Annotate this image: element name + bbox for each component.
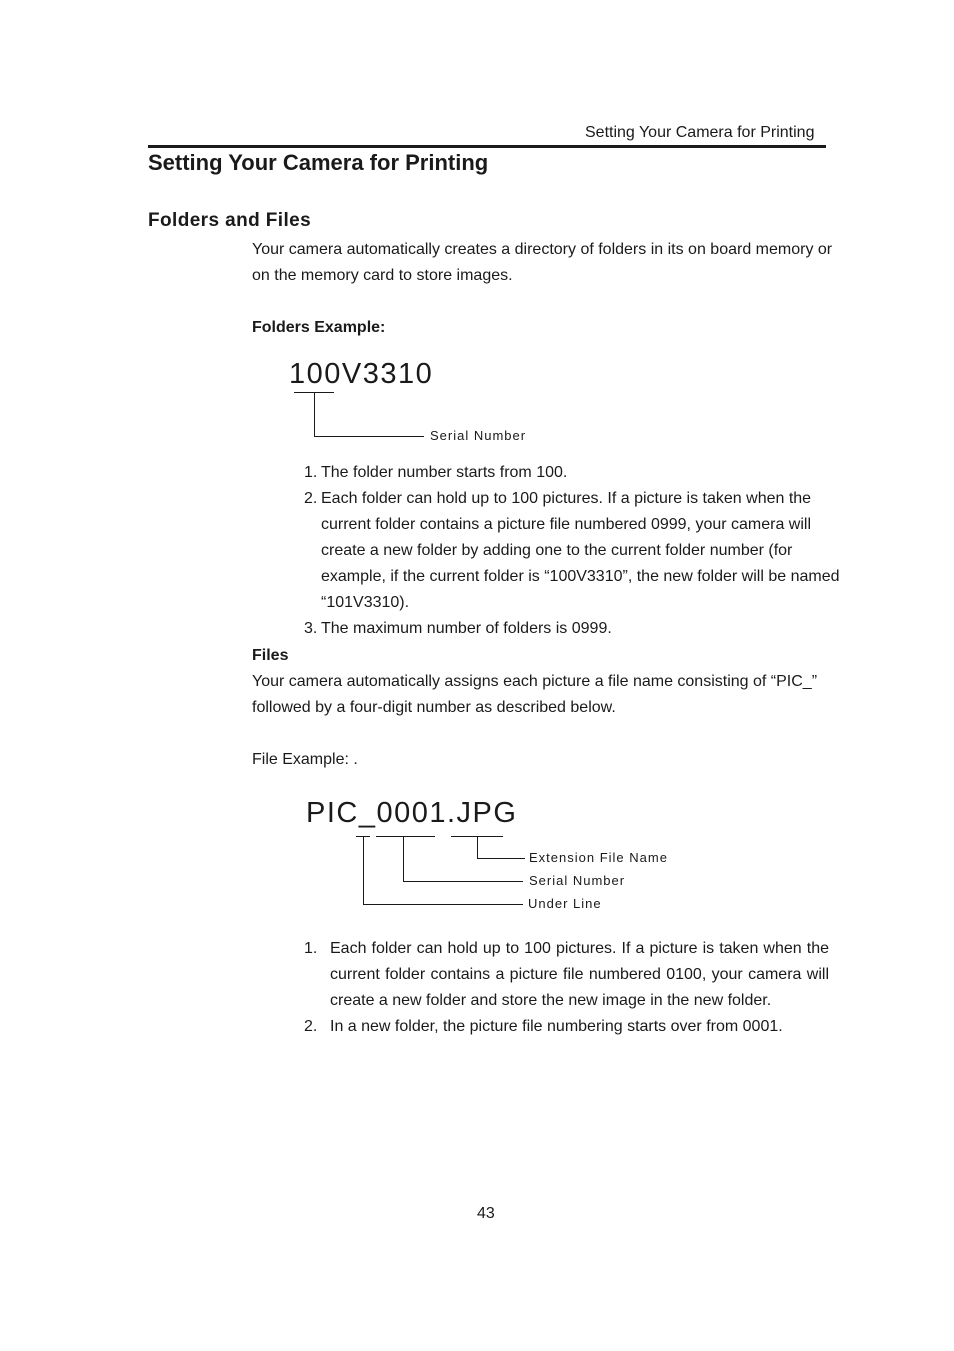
- list-item-text: Each folder can hold up to 100 pictures. If a picture is taken when the current folder contains a picture file numbered 0999, your camera will create a new folder by adding one to the current folder number (for example, if the current folder is “100V3310”, the new folder will be named “101V3310).: [321, 490, 840, 611]
- list-item: [304, 486, 841, 616]
- list-item: [304, 936, 829, 1014]
- section-subtitle: Folders and Files: [148, 210, 312, 231]
- header-rule: [148, 145, 826, 148]
- underline-label: Under Line: [528, 896, 602, 911]
- file-serial-bracket-top: [376, 836, 435, 837]
- list-item-number: 1.: [304, 940, 318, 957]
- file-serial-leader-line: [403, 881, 523, 882]
- running-header: Setting Your Camera for Printing: [585, 124, 815, 141]
- list-item-number: 2.: [304, 1018, 318, 1035]
- extension-leader-line: [477, 858, 525, 859]
- list-item-number: 3.: [304, 620, 318, 637]
- file-example-label: File Example: .: [252, 751, 358, 768]
- folders-example-heading: Folders Example:: [252, 319, 386, 336]
- files-intro-paragraph: Your camera automatically assigns each picture a file name consisting of “PIC_” followed by a four-digit number as described below.: [252, 673, 818, 716]
- list-item-text: The maximum number of folders is 0999.: [321, 620, 612, 637]
- file-serial-bracket-stem: [403, 836, 404, 881]
- list-item-number: 2.: [304, 490, 318, 507]
- folder-serial-label: Serial Number: [430, 428, 527, 443]
- file-example-name: PIC_0001.JPG: [306, 797, 518, 829]
- list-item: [304, 1014, 829, 1040]
- underline-bracket-stem: [363, 836, 364, 904]
- list-item-text: The folder number starts from 100.: [321, 464, 568, 481]
- extension-label: Extension File Name: [529, 850, 668, 865]
- files-heading: Files: [252, 647, 289, 664]
- extension-bracket-stem: [477, 836, 478, 858]
- list-item-text: Each folder can hold up to 100 pictures. If a picture is taken when the current folder contains a picture file numbered 0100, your camera will create a new folder and store the new image in the new folder.: [330, 940, 829, 1009]
- page-title: Setting Your Camera for Printing: [148, 150, 489, 175]
- list-item-number: 1.: [304, 464, 318, 481]
- list-item: [304, 616, 844, 642]
- serial-leader-line: [314, 436, 424, 437]
- underline-leader-line: [363, 904, 523, 905]
- list-item-text: In a new folder, the picture file numbering starts over from 0001.: [330, 1018, 783, 1035]
- folder-example-name: 100V3310: [289, 358, 434, 390]
- folders-rule-list: [304, 460, 844, 642]
- files-rule-list: [304, 936, 829, 1040]
- list-item: [304, 460, 844, 486]
- serial-bracket-stem: [314, 392, 315, 436]
- page-number: 43: [477, 1205, 495, 1222]
- file-serial-label: Serial Number: [529, 873, 626, 888]
- intro-paragraph: Your camera automatically creates a directory of folders in its on board memory or on the memory card to store images.: [252, 241, 833, 284]
